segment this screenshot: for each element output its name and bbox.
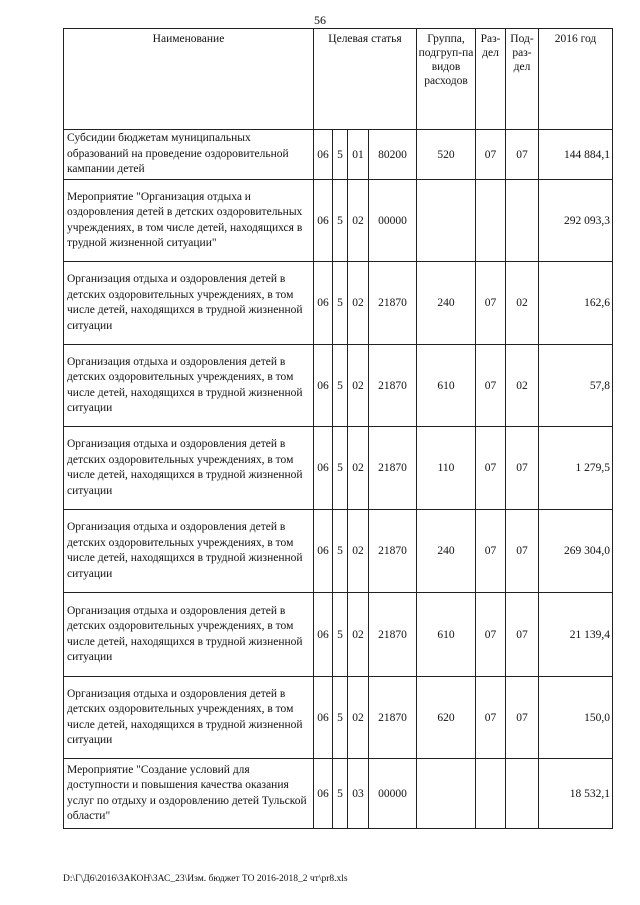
direction-code: 21870: [369, 677, 417, 759]
row-name: Организация отдыха и оздоровления детей в детских оздоровительных учреждениях, в том числе детей, находящихся в трудной жизненной ситуации: [64, 510, 314, 593]
program-code: 06: [314, 130, 333, 180]
subprogram-code: 5: [333, 759, 348, 829]
table-body: [64, 130, 613, 829]
page-number: 56: [314, 13, 326, 27]
expense-group: 520: [417, 130, 476, 180]
program-code: 06: [314, 427, 333, 510]
expense-group: 240: [417, 262, 476, 345]
section-code: 07: [476, 130, 506, 180]
expense-group: 240: [417, 510, 476, 593]
subsection-code: 07: [506, 510, 539, 593]
subprogram-code: 5: [333, 130, 348, 180]
direction-code: 21870: [369, 262, 417, 345]
subsection-code: 02: [506, 345, 539, 427]
expense-group: 610: [417, 593, 476, 677]
header-subsection: Под-раз-дел: [506, 29, 539, 130]
table-row: [64, 180, 613, 262]
subsection-code: [506, 180, 539, 262]
measure-code: 03: [348, 759, 369, 829]
footer-file-path: D:\Г\Д6\2016\ЗАКОН\ЗАС_23\Изм. бюджет ТО 2016-2018_2 чт\pr8.xls: [63, 874, 348, 884]
section-code: [476, 759, 506, 829]
direction-code: 21870: [369, 510, 417, 593]
direction-code: 21870: [369, 427, 417, 510]
subsection-code: 07: [506, 427, 539, 510]
table-row: [64, 510, 613, 593]
header-year: 2016 год: [539, 29, 613, 130]
amount-2016: 57,8: [539, 345, 613, 427]
program-code: 06: [314, 510, 333, 593]
row-name: Мероприятие "Организация отдыха и оздоровления детей в детских оздоровительных учреждениях, в том числе детей, находящихся в трудной жизненной ситуации": [64, 180, 314, 262]
program-code: 06: [314, 345, 333, 427]
measure-code: 02: [348, 427, 369, 510]
table-row: [64, 759, 613, 829]
measure-code: 02: [348, 262, 369, 345]
expense-group: [417, 180, 476, 262]
direction-code: 00000: [369, 759, 417, 829]
amount-2016: 21 139,4: [539, 593, 613, 677]
subprogram-code: 5: [333, 262, 348, 345]
amount-2016: 18 532,1: [539, 759, 613, 829]
direction-code: 80200: [369, 130, 417, 180]
subprogram-code: 5: [333, 427, 348, 510]
table-row: [64, 427, 613, 510]
expense-group: 620: [417, 677, 476, 759]
row-name: Организация отдыха и оздоровления детей в детских оздоровительных учреждениях, в том числе детей, находящихся в трудной жизненной ситуации: [64, 593, 314, 677]
row-name: Мероприятие "Создание условий для доступности и повышения качества оказания услуг по отдыху и оздоровлению детей Тульской области": [64, 759, 314, 829]
direction-code: 00000: [369, 180, 417, 262]
subprogram-code: 5: [333, 510, 348, 593]
measure-code: 02: [348, 180, 369, 262]
subprogram-code: 5: [333, 180, 348, 262]
subsection-code: 07: [506, 130, 539, 180]
subprogram-code: 5: [333, 677, 348, 759]
table-row: [64, 345, 613, 427]
program-code: 06: [314, 180, 333, 262]
measure-code: 01: [348, 130, 369, 180]
measure-code: 02: [348, 677, 369, 759]
row-name: Субсидии бюджетам муниципальных образований на проведение оздоровительной кампании детей: [64, 130, 314, 180]
section-code: [476, 180, 506, 262]
budget-table: [63, 28, 613, 829]
row-name: Организация отдыха и оздоровления детей в детских оздоровительных учреждениях, в том числе детей, находящихся в трудной жизненной ситуации: [64, 345, 314, 427]
header-group: Группа, подгруп-па видов расходов: [417, 29, 476, 130]
header-section: Раз-дел: [476, 29, 506, 130]
subsection-code: 07: [506, 677, 539, 759]
subprogram-code: 5: [333, 593, 348, 677]
amount-2016: 162,6: [539, 262, 613, 345]
direction-code: 21870: [369, 345, 417, 427]
amount-2016: 144 884,1: [539, 130, 613, 180]
subsection-code: 07: [506, 593, 539, 677]
measure-code: 02: [348, 345, 369, 427]
measure-code: 02: [348, 510, 369, 593]
section-code: 07: [476, 345, 506, 427]
direction-code: 21870: [369, 593, 417, 677]
subprogram-code: 5: [333, 345, 348, 427]
subsection-code: [506, 759, 539, 829]
program-code: 06: [314, 593, 333, 677]
amount-2016: 269 304,0: [539, 510, 613, 593]
header-row: [64, 29, 613, 130]
measure-code: 02: [348, 593, 369, 677]
section-code: 07: [476, 427, 506, 510]
amount-2016: 1 279,5: [539, 427, 613, 510]
table-row: [64, 130, 613, 180]
program-code: 06: [314, 759, 333, 829]
section-code: 07: [476, 510, 506, 593]
subsection-code: 02: [506, 262, 539, 345]
section-code: 07: [476, 262, 506, 345]
section-code: 07: [476, 593, 506, 677]
header-name: Наименование: [64, 29, 314, 130]
table-row: [64, 677, 613, 759]
row-name: Организация отдыха и оздоровления детей в детских оздоровительных учреждениях, в том числе детей, находящихся в трудной жизненной ситуации: [64, 677, 314, 759]
expense-group: 610: [417, 345, 476, 427]
row-name: Организация отдыха и оздоровления детей в детских оздоровительных учреждениях, в том числе детей, находящихся в трудной жизненной ситуации: [64, 262, 314, 345]
expense-group: 110: [417, 427, 476, 510]
program-code: 06: [314, 677, 333, 759]
section-code: 07: [476, 677, 506, 759]
row-name: Организация отдыха и оздоровления детей в детских оздоровительных учреждениях, в том числе детей, находящихся в трудной жизненной ситуации: [64, 427, 314, 510]
program-code: 06: [314, 262, 333, 345]
amount-2016: 150,0: [539, 677, 613, 759]
header-target-item: Целевая статья: [314, 29, 417, 130]
table-row: [64, 593, 613, 677]
table-row: [64, 262, 613, 345]
amount-2016: 292 093,3: [539, 180, 613, 262]
expense-group: [417, 759, 476, 829]
